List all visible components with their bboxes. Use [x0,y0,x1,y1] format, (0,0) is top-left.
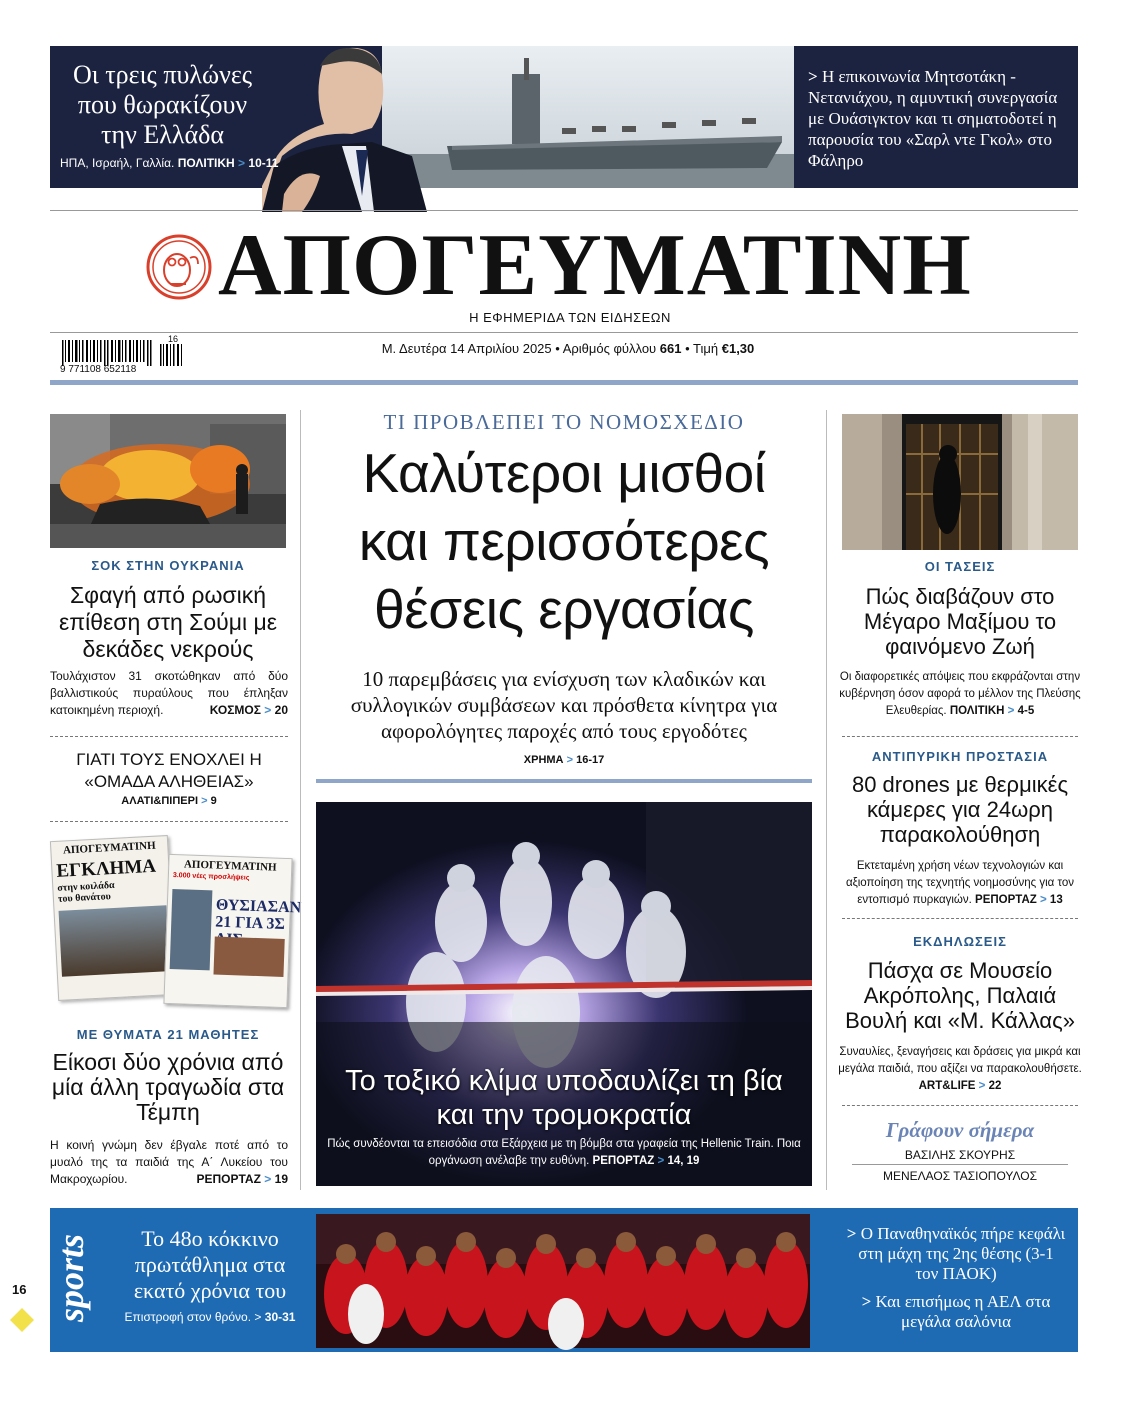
masthead-tagline: Η ΕΦΗΜΕΡΙΔΑ ΤΩΝ ΕΙΔΗΣΕΩΝ [469,310,671,325]
top-banner-photo [262,46,794,212]
owl-logo [146,234,212,300]
top-banner-sub-text: ΗΠΑ, Ισραήλ, Γαλλία. [60,156,175,170]
center-headline-3[interactable]: θέσεις εργασίας [374,578,754,640]
right-a3-body [838,1044,1082,1095]
left-a2-pages: 9 [210,795,217,807]
left-a1-kicker: ΣΟΚ ΣΤΗΝ ΟΥΚΡΑΝΙΑ [91,558,245,573]
front-page-clip-1[interactable] [50,835,176,1001]
sports-item-2-text: Και επισήμως η ΑΕΛ στα μεγάλα σαλόνια [875,1292,1051,1331]
writer-1[interactable]: ΒΑΣΙΛΗΣ ΣΚΟΥΡΗΣ [904,1148,1016,1162]
center-section: ΧΡΗΜΑ [523,754,564,766]
sports-headline[interactable]: Το 48ο κόκκινο πρωτάθλημα στα εκατό χρόνια του [133,1226,287,1303]
photo-pages: 14, 19 [667,1155,700,1167]
right-a1-kicker: ΟΙ ΤΑΣΕΙΣ [924,559,996,574]
center-ref [316,754,812,766]
clip-1-masthead: ΑΠΟΓΕΥΜΑΤΙΝΗ [62,839,156,857]
arrow-icon: > [861,1292,872,1311]
right-a3-body-text: Συναυλίες, ξεναγήσεις και δράσεις για μικρά και μεγάλα παιδιά, που αξίζει να παρακολουθήσετε. [838,1046,1082,1075]
right-a2-pages: 13 [1049,894,1063,906]
arrow-icon: > [566,754,574,766]
left-a2-section: ΑΛΑΤΙ&ΠΙΠΕΡΙ [121,795,199,807]
clip-1-sub: στην κοιλάδα του θανάτου [57,879,115,905]
top-banner-right[interactable] [808,66,1070,171]
center-headline-2[interactable]: και περισσότερες [358,510,770,572]
photo-caption-text: Πώς συνδέονται τα επεισόδια στα Εξάρχεια με τη βόμβα στα γραφεία της Hellenic Train. Ποια οργάνωση ανέλαβε την ευθύνη. [327,1138,801,1167]
left-a1-headline[interactable]: Σφαγή από ρωσική επίθεση στη Σούμι με δεκάδες νεκρούς [59,582,277,662]
right-a2-kicker: ΑΝΤΙΠΥΡΙΚΗ ΠΡΟΣΤΑΣΙΑ [871,749,1049,764]
front-page-clip-2[interactable] [163,854,302,1008]
barcode-addon: 16 [168,334,179,344]
photo-headline[interactable]: Το τοξικό κλίμα υποδαυλίζει τη βία και την τρομοκρατία [345,1065,783,1131]
ukraine-fire-photo[interactable] [50,414,286,548]
sports-item-2[interactable] [846,1292,1066,1332]
arrow-icon: > [254,1310,262,1324]
barcode-number: 9 771108 652118 [60,364,137,375]
column-rule-right [826,410,827,1190]
clip-2-headline: ΘΥΣΙΑΣΑΝ 21 ΓΙΑ 3Σ [215,896,302,933]
left-a3-headline[interactable]: Είκοσι δύο χρόνια από μία άλλη τραγωδία στα Τέμπη [51,1049,285,1125]
masthead-rule-blue [50,380,1078,385]
price: €1,30 [721,341,755,356]
left-a1-body-text: Τουλάχιστον 31 σκοτώθηκαν από δύο βαλλιστικούς πυραύλους που έπληξαν κατοικημένη περιοχή. [50,669,288,717]
center-pages: 16-17 [576,754,605,766]
right-a1-headline[interactable]: Πώς διαβάζουν στο Μέγαρο Μαξίμου το φαινόμενο Ζωή [863,584,1057,659]
right-a1-section: ΠΟΛΙΤΙΚΗ [949,705,1005,717]
top-banner-pages: 10-11 [248,156,279,170]
price-label: • Τιμή [685,341,719,356]
date-line [340,341,796,356]
arrow-icon: > [808,67,818,86]
sports-pages: 30-31 [264,1310,296,1324]
left-a1-body [50,668,288,719]
clip-2-top: 3.000 νέες προσλήψεις [172,872,250,882]
sports-sub [108,1310,312,1324]
top-banner-title[interactable]: Οι τρεις πυλώνες που θωρακίζουν την Ελλάδα [72,60,253,149]
clip-1-headline: ΕΓΚΛΗΜΑ [55,855,157,882]
masthead-title[interactable]: ΑΠΟΓΕΥΜΑΤΙΝΗ [218,217,972,314]
top-banner-right-text: Η επικοινωνία Μητσοτάκη - Νετανιάχου, η αμυντική συνεργασία με Ουάσιγκτον και τι σηματοδοτεί η παρουσία του «Σαρλ ντε Γκολ» στο Φάληρο [808,67,1058,170]
divider [50,821,288,822]
left-a3-section: ΡΕΠΟΡΤΑΖ [196,1172,261,1186]
right-a1-body-text: Οι διαφορετικές απόψεις που εκφράζονται στην κυβέρνηση όσον αφορά το μέλλον της Πλεύσης Ελευθερίας. [839,671,1081,717]
divider [50,736,288,737]
sports-item-1[interactable] [846,1224,1066,1284]
arrow-icon: > [201,795,208,807]
right-a2-section: ΡΕΠΟΡΤΑΖ [975,894,1037,906]
right-a1-body [838,669,1082,720]
column-rule-left [300,410,301,1190]
photo-section: ΡΕΠΟΡΤΑΖ [592,1155,655,1167]
divider [842,736,1078,737]
left-a2-headline[interactable]: ΓΙΑΤΙ ΤΟΥΣ ΕΝΟΧΛΕΙ Η «ΟΜΑΔΑ ΑΛΗΘΕΙΑΣ» [76,750,262,791]
left-a1-pages: 20 [274,703,288,717]
left-a3-body [50,1137,288,1188]
center-headline-1[interactable]: Καλύτεροι μισθοί [362,442,766,504]
clip-2-photo-2 [213,937,284,977]
clip-1-photo [59,905,170,977]
right-a1-pages: 4-5 [1017,705,1035,717]
right-a2-headline[interactable]: 80 drones με θερμικές κάμερες για 24ωρη παρακολούθηση [851,772,1069,847]
left-a2-ref [50,795,288,807]
right-a3-pages: 22 [988,1080,1002,1092]
right-a3-section: ART&LIFE [918,1080,976,1092]
sports-item-1-text: Ο Παναθηναϊκός πήρε κεφάλι στη μάχη της 2ης θέσης (3-1 τον ΠΑΟΚ) [858,1224,1066,1283]
writers-title: Γράφουν σήμερα [885,1118,1035,1142]
sports-sub-text: Επιστροφή στον θρόνο. [124,1310,252,1324]
barcode [60,334,188,376]
top-banner-sub [60,156,290,170]
left-a3-pages: 19 [274,1172,288,1186]
center-deck: 10 παρεμβάσεις για ενίσχυση των κλαδικών και συλλογικών συμβάσεων και πρόσθετα κίνητρα για αφορολόγητες παροχές από τους εργοδότες [350,667,778,743]
arrow-icon: > [1040,894,1047,906]
arrow-icon: > [846,1224,857,1243]
writer-2[interactable]: ΜΕΝΕΛΑΟΣ ΤΑΣΙΟΠΟΥΛΟΣ [882,1169,1038,1183]
page-number: 16 [12,1282,27,1297]
arrow-icon: > [238,156,246,170]
diamond-icon [10,1308,34,1332]
masthead-rule-mid [50,332,1078,333]
divider [842,918,1078,919]
arrow-icon: > [264,1172,272,1186]
issue-number: 661 [659,341,682,356]
owl-icon [146,234,212,300]
olympiacos-team-photo[interactable] [316,1214,810,1348]
arrow-icon: > [1007,705,1015,717]
right-a2-body-text: Εκτεταμένη χρήση νέων τεχνολογιών και αξιοποίηση της τεχνητής νοημοσύνης για τον εντοπισμό πυρκαγιών. [845,860,1075,906]
left-a3-body-text: Η κοινή γνώμη δεν έβγαλε ποτέ από το μυαλό της τα παιδιά της Α΄ Λυκείου του Μακροχωρίου. [50,1138,288,1186]
sports-label: sports [51,1233,91,1323]
left-a1-section: ΚΟΣΜΟΣ [209,703,261,717]
top-banner-section: ΠΟΛΙΤΙΚΗ [177,156,235,170]
arrow-icon: > [657,1155,665,1167]
arrow-icon: > [978,1080,986,1092]
center-kicker: ΤΙ ΠΡΟΒΛΕΠΕΙ ΤΟ ΝΟΜΟΣΧΕΔΙΟ [383,410,745,434]
photo-caption [324,1136,804,1170]
writers-rule [852,1164,1068,1165]
clip-2-photo [170,889,213,970]
divider [842,1105,1078,1106]
left-a3-kicker: ΜΕ ΘΥΜΑΤΑ 21 ΜΑΘΗΤΕΣ [76,1027,260,1042]
right-a2-body [838,858,1082,909]
right-a3-headline[interactable]: Πάσχα σε Μουσείο Ακρόπολης, Παλαιά Βουλή και «Μ. Κάλλας» [845,958,1075,1033]
center-rule-blue [316,779,812,783]
right-a3-kicker: ΕΚΔΗΛΩΣΕΙΣ [913,934,1007,949]
clip-2-masthead: ΑΠΟΓΕΥΜΑΤΙΝΗ [183,858,277,874]
date-text: Μ. Δευτέρα 14 Απριλίου 2025 • Αριθμός φύλλου [381,341,657,356]
maximou-door-photo[interactable] [842,414,1078,550]
masthead-rule-top [50,210,1078,211]
arrow-icon: > [264,703,272,717]
